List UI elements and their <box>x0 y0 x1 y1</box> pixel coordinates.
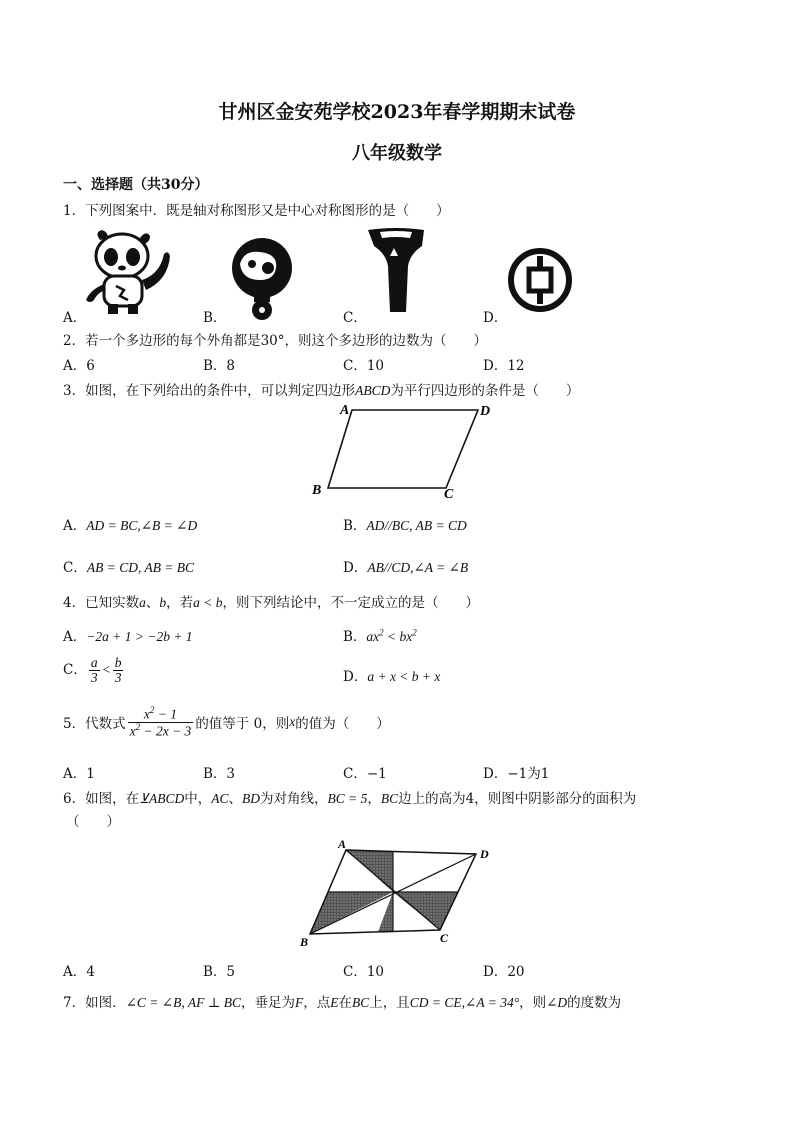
fraction-numerator: a <box>90 655 98 670</box>
q4-option-d <box>343 665 440 685</box>
panda-mascot-icon <box>80 226 172 318</box>
q1-option-b: B． <box>203 310 227 326</box>
fraction <box>89 656 100 685</box>
q6-stem-part: 边上的高为4，则图中阴影部分的面积为 <box>398 791 637 807</box>
q6-shaded-parallelogram-figure <box>298 838 498 948</box>
q6-option-d: D．20 <box>483 964 525 980</box>
q7-stem-part: 上，且 <box>369 995 410 1011</box>
q6-var-bc: BC <box>380 791 399 806</box>
option-expr: a + x < b + x <box>367 669 441 684</box>
q7-stem-part: 的度数为 <box>567 995 622 1011</box>
superscript: 2 <box>379 627 384 638</box>
q6-label-a: A <box>338 837 347 851</box>
q6-label-d: D <box>480 847 489 861</box>
fraction-numerator: b <box>114 655 122 670</box>
option-letter: B． <box>343 629 367 645</box>
q6-stem-part: 为对角线， <box>260 791 328 807</box>
q1-option-c: C． <box>343 310 367 326</box>
denominator-part: − 2x − 3 <box>140 723 192 739</box>
q2-stem: 2．若一个多边形的每个外角都是30°，则这个多边形的边数为（ ） <box>63 333 488 349</box>
q6-var-ac: AC <box>211 791 229 806</box>
q3-label-b: B <box>312 483 322 498</box>
q6-bc-value: BC = 5 <box>327 791 368 806</box>
q3-stem-part: 为平行四边形的条件是（ ） <box>390 383 580 399</box>
option-letter: D． <box>343 560 368 576</box>
option-letter: D． <box>343 669 368 685</box>
q5-stem <box>63 706 390 738</box>
q3-option-c <box>63 556 194 576</box>
option-expr: < bx <box>383 629 413 644</box>
q6-option-a: A．4 <box>63 964 95 980</box>
option-expr: ax <box>366 629 380 644</box>
q6-label-c: C <box>440 931 449 945</box>
q4-option-c <box>63 656 125 685</box>
q3-stem-part: 3．如图，在下列给出的条件中，可以判定四边形 <box>63 383 356 399</box>
q3-label-a: A <box>340 403 350 418</box>
q3-option-a <box>63 514 197 534</box>
q6-stem-part: 6．如图，在 <box>63 791 140 807</box>
option-letter: A． <box>63 518 87 534</box>
q2-option-c: C．10 <box>343 358 385 374</box>
q2-option-d: D．12 <box>483 358 525 374</box>
q6-option-b: B．5 <box>203 964 236 980</box>
q4-stem <box>63 591 479 611</box>
superscript: 2 <box>149 705 155 715</box>
coin-logo-icon <box>508 248 572 312</box>
q5-var-x: x <box>289 714 296 730</box>
option-expr: AB//CD,∠A = ∠B <box>367 560 469 575</box>
superscript: 2 <box>412 627 417 638</box>
section-heading: 一、选择题（共30分） <box>63 177 209 193</box>
q2-option-a: A．6 <box>63 358 95 374</box>
q4-option-b <box>343 625 417 645</box>
option-expr: AD = BC,∠B = ∠D <box>86 518 198 533</box>
less-than: < <box>101 662 111 678</box>
q6-parallelogram: ⊻ABCD <box>139 791 185 806</box>
option-letter: C． <box>63 560 87 576</box>
q4-stem-part: ，则下列结论中，不一定成立的是（ ） <box>222 595 479 611</box>
fraction <box>113 656 124 685</box>
q7-var-e: E <box>330 995 339 1010</box>
q1-stem: 1．下列图案中．既是轴对称图形又是中心对称图形的是（ ） <box>63 203 450 219</box>
numerator-part: x <box>143 706 150 722</box>
q3-parallelogram-figure <box>306 398 496 500</box>
q3-stem <box>63 379 579 399</box>
q6-sep: 、 <box>228 791 242 807</box>
q3-option-b <box>343 514 467 534</box>
q4-stem-part: 4．已知实数 <box>63 595 140 611</box>
q4-sep: 、 <box>145 595 160 611</box>
option-expr: AB = CD, AB = BC <box>86 560 195 575</box>
q4-var-a: a <box>139 595 146 610</box>
q4-condition: a < b <box>193 595 223 610</box>
lantern-mascot-icon <box>226 234 298 320</box>
q6-option-c: C．10 <box>343 964 385 980</box>
q7-stem-part: 7．如图． <box>63 995 126 1011</box>
q7-expr: ∠C = ∠B, AF ⊥ BC <box>125 995 242 1010</box>
q5-option-a: A．1 <box>63 766 95 782</box>
q1-option-d: D． <box>483 310 508 326</box>
q4-stem-part: ，若 <box>166 595 194 611</box>
q7-expr: CD = CE,∠A = 34° <box>409 995 520 1010</box>
q5-stem-part: 5．代数式 <box>63 716 126 733</box>
q7-var-bc: BC <box>352 995 370 1010</box>
q6-stem <box>63 787 636 807</box>
q7-stem-part: ，则 <box>519 995 547 1011</box>
q1-option-a: A． <box>63 310 87 326</box>
denominator-part: x <box>129 723 136 739</box>
q6-var-bd: BD <box>242 791 260 806</box>
q4-option-a <box>63 625 193 645</box>
q3-label-c: C <box>444 487 454 502</box>
q7-stem-part: ，点 <box>303 995 331 1011</box>
option-letter: A． <box>63 629 87 645</box>
fraction-denominator: 3 <box>90 670 98 686</box>
numerator-part: − 1 <box>154 706 178 722</box>
q7-stem <box>63 991 621 1011</box>
superscript: 2 <box>135 721 141 732</box>
q4-var-b: b <box>159 595 167 610</box>
option-expr: −2a + 1 > −2b + 1 <box>86 629 193 644</box>
fraction-denominator: 3 <box>114 670 122 686</box>
q7-stem-part: ，垂足为 <box>241 995 296 1011</box>
option-letter: B． <box>343 518 367 534</box>
q7-var-f: F <box>295 995 304 1010</box>
q3-label-d: D <box>480 404 491 419</box>
q5-option-d: D．−1为1 <box>483 766 550 782</box>
q3-stem-var: ABCD <box>355 383 391 398</box>
q5-stem-part: 的值等于 0，则 <box>195 716 290 733</box>
option-expr: AD//BC, AB = CD <box>366 518 467 533</box>
q5-stem-part: 的值为（ ） <box>295 716 390 733</box>
q6-stem-paren: （ ） <box>66 814 120 830</box>
q5-option-c: C．−1 <box>343 766 387 782</box>
q6-stem-part: ， <box>367 791 381 807</box>
q2-option-b: B．8 <box>203 358 236 374</box>
tower-icon <box>366 226 426 316</box>
option-letter: C． <box>63 662 87 679</box>
q7-angle-d: ∠D <box>546 995 568 1010</box>
q5-fraction <box>128 706 194 738</box>
page-title: 甘州区金安苑学校2023年春学期期末试卷 <box>218 101 576 123</box>
q6-label-b: B <box>300 935 309 949</box>
q6-stem-part: 中， <box>184 791 212 807</box>
q3-option-d <box>343 556 468 576</box>
q5-option-b: B．3 <box>203 766 236 782</box>
page-subtitle: 八年级数学 <box>352 143 442 164</box>
q7-stem-part: 在 <box>338 995 353 1011</box>
